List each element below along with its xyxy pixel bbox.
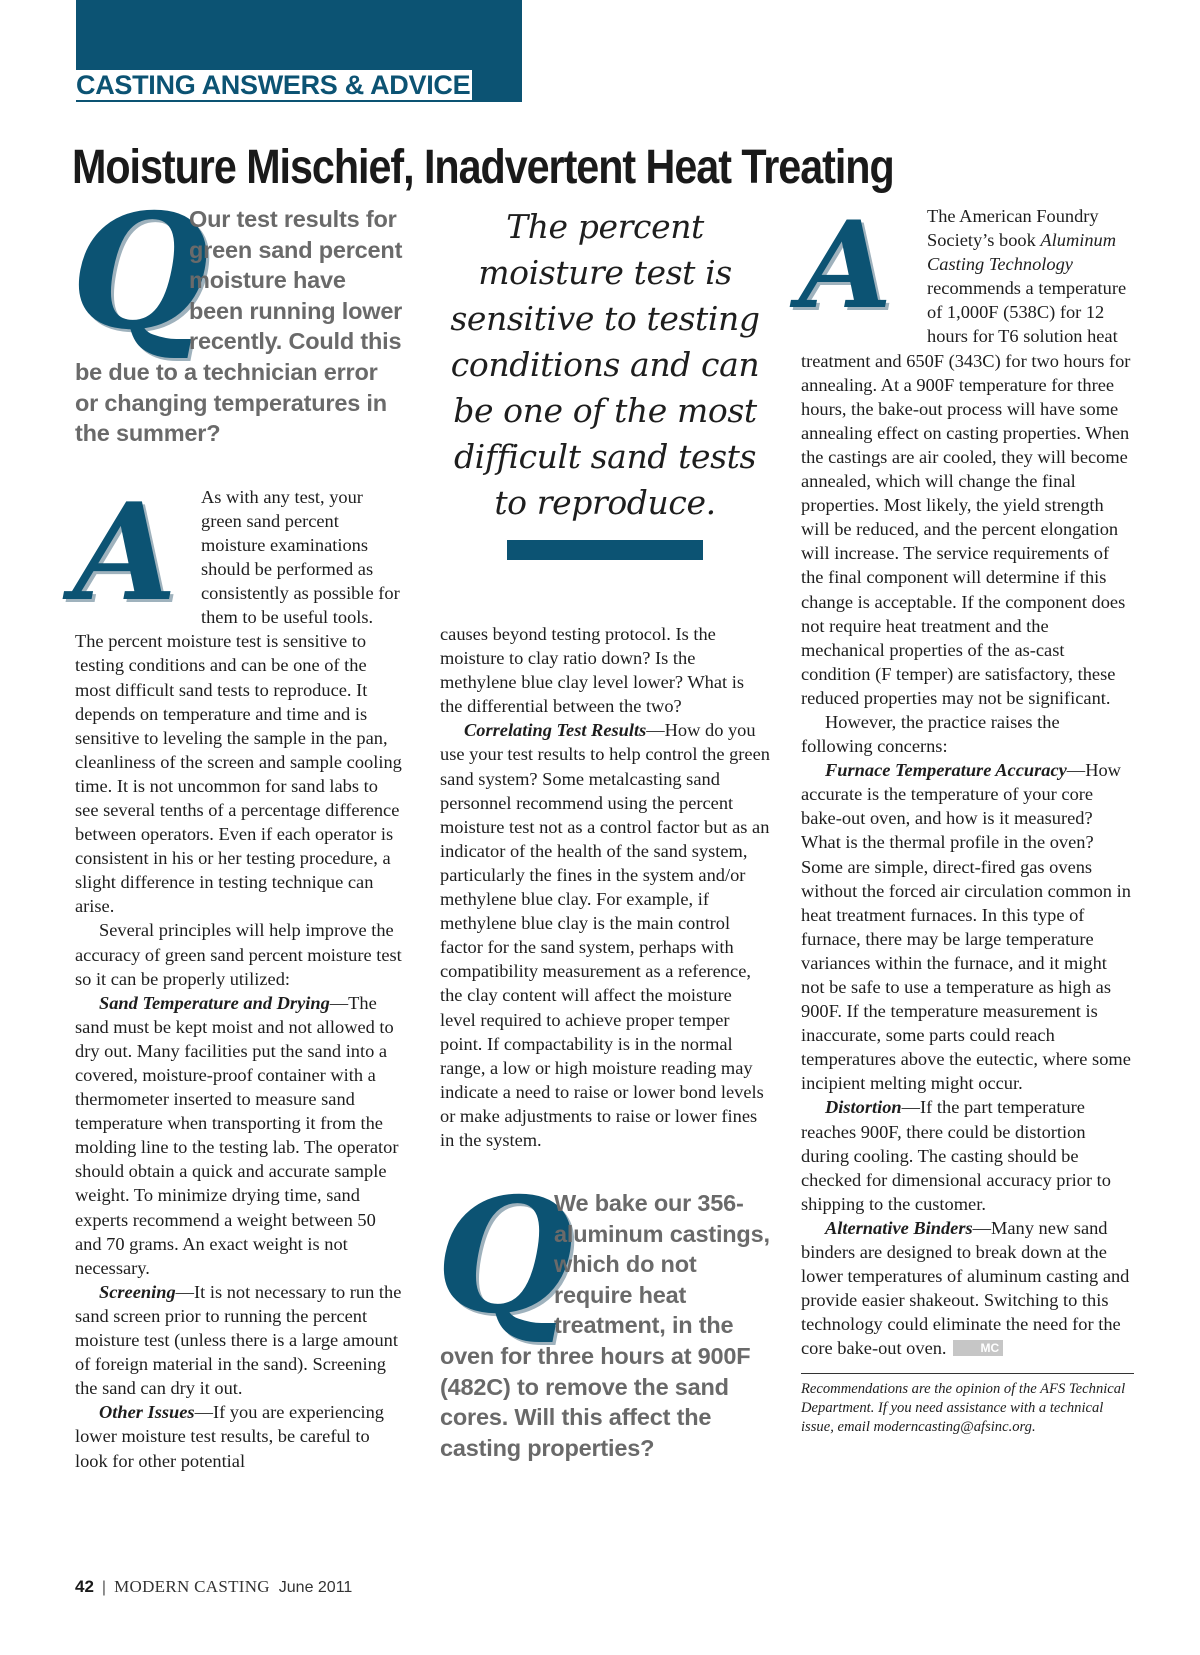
question-2-text: We bake our 356-aluminum castings, which do not require heat treatment, in the oven for three hours at 900F (482C) to remove the sand cores. Will this affect the casting properties? <box>440 1190 770 1461</box>
question-1-text: Our test results for green sand percent moisture have been running lower recently. Could this be due to a technician error or changing temperatures in the summer? <box>75 206 403 447</box>
question-2 <box>436 1164 770 1463</box>
paragraph-body: —If you are experiencing lower moisture test results, be careful to look for other potential <box>75 1402 385 1471</box>
answer-1-paragraph <box>75 991 405 1280</box>
answer-1-paragraph: Several principles will help improve the accuracy of green sand percent moisture test so it can be properly utilized: <box>75 920 402 989</box>
subhead: Sand Temperature and Drying <box>99 992 330 1013</box>
answer-1-paragraph: As with any test, your green sand percent moisture examinations should be performed as consistently as possible for them to be useful tools. The percent moisture test is sensitive to testing conditions and can be one of the most difficult sand tests to reproduce. It depends on temperature and time and is sensitive to leveling the sample in the pan, cleanliness of the screen and sample cooling time. It is not uncommon for sand labs to see several tenths of a percentage difference between operators. Even if each operator is consistent in his or her testing procedure, a slight difference in testing technique can arise. <box>75 486 402 917</box>
paragraph-body: —Many new sand binders are designed to break down at the lower temperatures of aluminum casting and provide easier shakeout. Switching to this technology could eliminate the need for the core bake-out oven. <box>801 1217 1130 1359</box>
subhead: Correlating Test Results <box>464 720 647 741</box>
subhead: Alternative Binders <box>825 1217 973 1238</box>
answer-1 <box>73 472 405 1473</box>
article-title: Moisture Mischief, Inadvertent Heat Treating <box>72 141 894 194</box>
drop-cap-q: Q <box>71 180 209 365</box>
paragraph-body: —How accurate is the temperature of your core bake-out oven, and how is it measured? What is the thermal profile in the oven? Some are simple, direct-fired gas ovens without the forced air circulation common in heat treatment furnaces. In this type of furnace, there may be large temperature variances within the furnace, and it might not be safe to use a temperature as high as 900F. If the temperature measurement is inaccurate, some parts could reach temperatures above the eutectic, where some incipient melting might occur. <box>801 760 1131 1094</box>
paragraph-body: —If the part temperature reaches 900F, there could be distortion during cooling. The casting should be checked for dimensional accuracy prior to shipping to the customer. <box>801 1097 1111 1214</box>
answer-2-paragraph <box>801 1216 1134 1361</box>
drop-cap-a: A <box>73 472 177 631</box>
paragraph-body: recommends a temperature of 1,000F (538C) for 12 hours for T6 solution heat treatment and 650F (343C) for two hours for annealing. At a 900F temperature for three hours, the bake-out process will have some annealing effect on casting properties. When the castings are air cooled, they will become annealed, which will change the final properties. Most likely, the yield strength will be reduced, and the percent elongation will increase. The service requirements of the final component will determine if this change is acceptable. If the component does not require heat treatment and the mechanical properties of the as-cast condition (F temper) are satisfactory, these reduced properties may not be significant. <box>801 278 1131 708</box>
answer-1-paragraph <box>75 1400 405 1472</box>
paragraph-body: —The sand must be kept moist and not allowed to dry out. Many facilities put the sand into a covered, moisture-proof container with a thermometer inserted to measure sand temperature when transporting it from the molding line to the testing lab. The operator should obtain a quick and accurate sample weight. To minimize drying time, sand experts recommend a weight between 50 and 70 grams. An exact weight is not necessary. <box>75 992 399 1278</box>
note-divider <box>801 1373 1134 1374</box>
pull-quote: The percent moisture test is sensitive to testing conditions and can be one of the most difficult sand tests to reproduce. <box>450 207 760 522</box>
answer-1-continued <box>440 622 770 1152</box>
section-label: CASTING ANSWERS & ADVICE <box>76 70 471 100</box>
column-3 <box>799 195 1134 1437</box>
page-footer <box>75 1577 352 1597</box>
subhead: Screening <box>99 1281 176 1302</box>
answer-1-paragraph <box>440 718 770 1152</box>
page-number: 42 <box>75 1577 94 1596</box>
subhead: Furnace Temperature Accuracy <box>825 760 1067 781</box>
answer-1-paragraph: causes beyond testing protocol. Is the moisture to clay ratio down? Is the methylene blue clay level lower? What is the differential between the two? <box>440 624 745 717</box>
answer-1-paragraph <box>75 1280 405 1400</box>
answer-2-paragraph <box>801 1095 1134 1215</box>
book-title: Aluminum Casting Technology <box>927 230 1117 275</box>
paragraph-body: The American Foundry Society’s book <box>927 206 1099 251</box>
magazine-name: MODERN CASTING <box>114 1577 270 1596</box>
paragraph-body: —It is not necessary to run the sand screen prior to running the percent moisture test (unless there is a large amount of foreign material in the sand). Screening the sand can dry it out. <box>75 1281 402 1399</box>
end-mark: MC <box>953 1340 1004 1356</box>
afs-note: Recommendations are the opinion of the AFS Technical Department. If you need assistance with a technical issue, email moderncasting@afsinc.org. <box>801 1380 1126 1435</box>
paragraph-body: —How do you use your test results to help control the green sand system? Some metalcasting sand personnel recommend using the percent moisture test not as a control factor but as an indicator of the health of the sand system, particularly the fines in the system and/or methylene blue clay. For example, if methylene blue clay is the main control factor for the sand system, perhaps with compatibility measurement as a reference, the clay content will affect the moisture level required to achieve proper temper point. If compactability is in the normal range, a low or high moisture reading may indicate a need to raise or lower bond levels or make adjustments to raise or lower fines in the system. <box>440 720 770 1150</box>
answer-2-paragraph: However, the practice raises the following concerns: <box>801 711 1060 757</box>
column-2 <box>436 204 770 1463</box>
subhead: Distortion <box>825 1097 902 1118</box>
answer-2-paragraph <box>801 758 1134 1095</box>
drop-cap-q: Q <box>436 1164 574 1350</box>
column-1 <box>71 180 405 1473</box>
footer-separator: | <box>101 1579 107 1596</box>
issue-date: June 2011 <box>278 1579 353 1596</box>
drop-cap-a: A <box>799 195 893 336</box>
pull-quote-bar <box>507 540 703 560</box>
question-1 <box>71 180 405 449</box>
subhead: Other Issues <box>99 1402 195 1423</box>
